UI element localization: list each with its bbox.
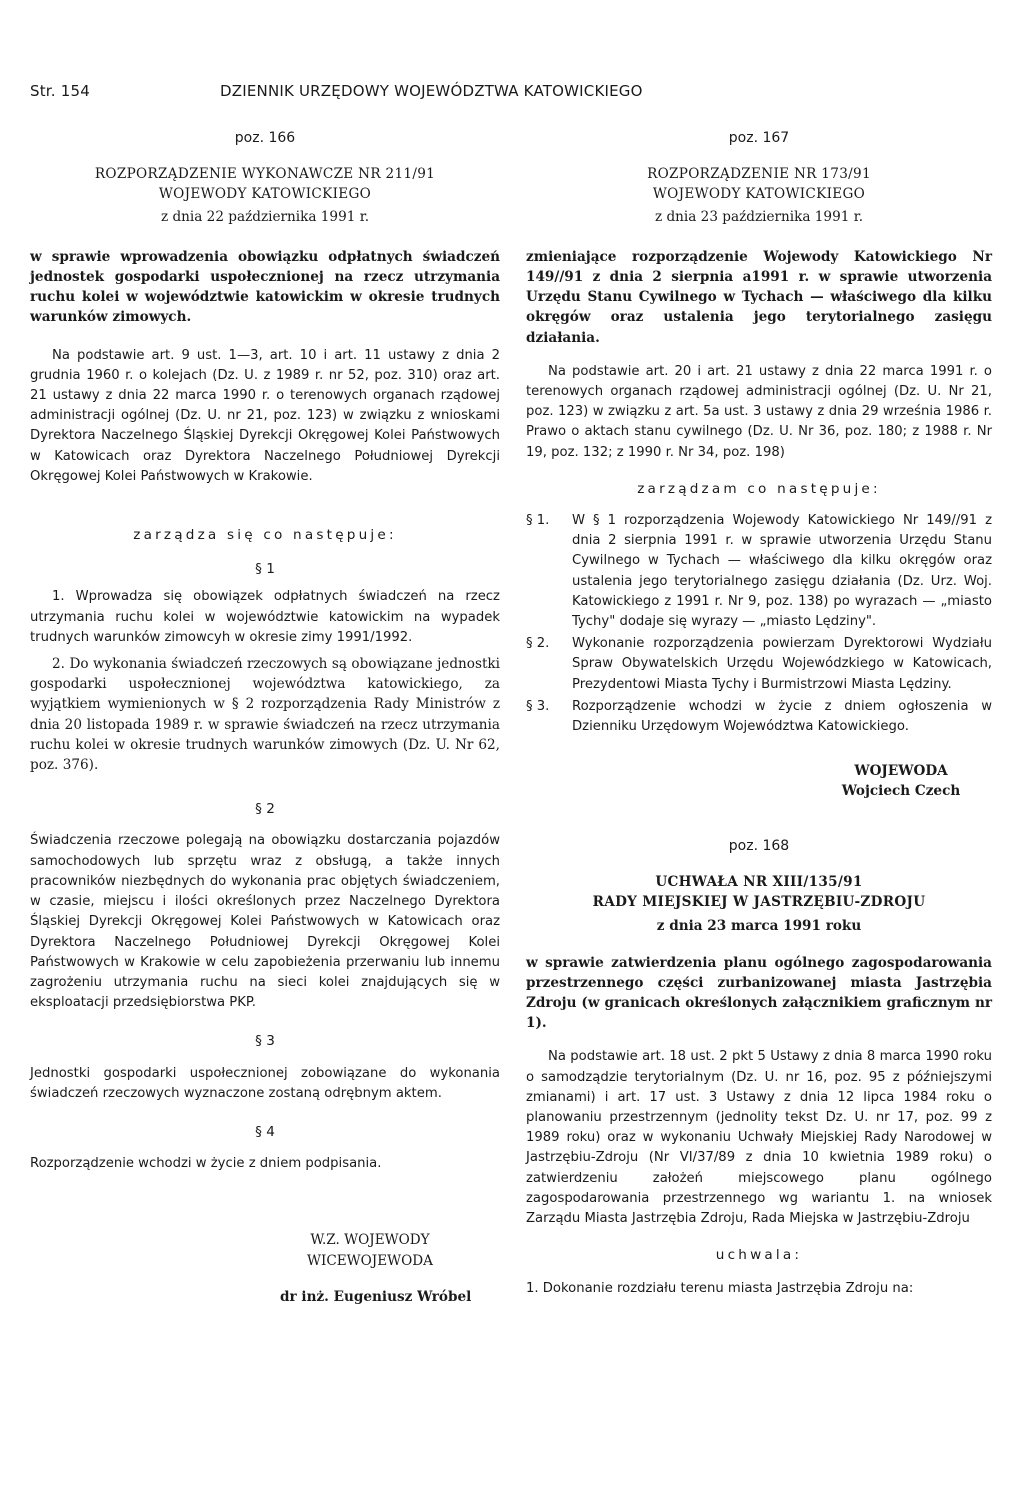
section-1-item	[526, 511, 992, 632]
signature-title: WOJEWODA	[854, 763, 948, 780]
section-3-item	[526, 697, 992, 737]
section-2-heading: § 2	[255, 801, 275, 818]
section-3-heading: § 3	[255, 1033, 275, 1050]
paragraph-number: 1.	[52, 589, 65, 605]
position-number: poz. 166	[234, 130, 296, 146]
signature-block	[816, 761, 986, 801]
item-number: § 3.	[526, 698, 550, 714]
paragraph-number: 2.	[52, 656, 65, 673]
position-number: poz. 167	[728, 130, 790, 146]
section-1-paragraph-1	[30, 587, 500, 648]
legal-basis: Na podstawie art. 9 ust. 1—3, art. 10 i art. 11 ustawy z dnia 2 grudnia 1960 r. o kolejach (Dz. U. z 1989 r. nr 52, poz. 310) oraz art. 21 ustawy z dnia 22 marca 1990 r. o terenowych organach rządowej administracji ogólnej (Dz. U. nr 21, poz. 123) w związku z wnioskami Dyrektora Naczelnego Śląskiej Dyrekcji Okręgowej Kolei Państwowych w Katowicach oraz Dyrektora Naczelnego Południowej Dyrekcji Okręgowej Kolei Państwowych w Krakowie.	[30, 347, 500, 484]
resolution-legal-basis: Na podstawie art. 18 ust. 2 pkt 5 Ustawy z dnia 8 marca 1990 roku o samodządzie terytorialnym (Dz. U. nr 16, poz. 95 z późniejszymi zmianami) i art. 17 ust. 3 Ustawy z dnia 12 lipca 1984 roku o planowaniu przestrzennym (jednolity tekst Dz. U. nr 17, poz. 99 z 1989 roku) oraz w wykonaniu Uchwały Miejskiej Rady Narodowej w Jastrzębiu-Zdroju (Nr VI/37/89 z dnia 10 kwietnia 1989 roku) o zatwierdzeniu założeń miejscowego planu ogólnego zagospodarowania przestrzennego wg wariantu 1. na wniosek Zarządu Miasta Jastrzębia Zdroju, Rada Miejska w Jastrzębiu-Zdroju	[526, 1049, 992, 1226]
section-4-text: Rozporządzenie wchodzi w życie z dniem podpisania.	[30, 1156, 382, 1172]
item-number: § 2.	[526, 636, 550, 652]
item-number: § 1.	[526, 513, 550, 529]
decree-formula: zarządza się co następuje:	[133, 527, 397, 544]
item-text: W § 1 rozporządzenia Wojewody Katowickiego Nr 149//91 z dnia 2 sierpnia 1991 r. w sprawie utworzenia Urzędu Stanu Cywilnego w Tychach — właściwego dla kilku okręgów oraz ustalenia jego terytorialnego zasięgu działania (Dz. Urz. Woj. Katowickiego z 1991 r. Nr 9, poz. 138) po wyrazach — „miasto Tychy" dodaje się wyrazy — „miasto Lędziny".	[572, 513, 992, 630]
decree-formula: zarządzam co następuje:	[637, 480, 881, 497]
signatory-name: dr inż. Eugeniusz Wróbel	[280, 1288, 472, 1305]
document-title-authority: WOJEWODY KATOWICKIEGO	[158, 186, 372, 203]
section-1-paragraph-2	[30, 654, 500, 775]
item-text: Rozporządzenie wchodzi w życie z dniem ogłoszenia w Dzienniku Urzędowym Województwa Katowickiego.	[572, 698, 992, 735]
section-2-text: Świadczenia rzeczowe polegają na obowiązku dostarczania pojazdów samochodowych lub sprzętu wraz z obsługą, a także innych pracowników niezbędnych do wykonania prac objętych świadczeniem, w czasie, miejscu i ilości określonych przez Naczelnego Dyrektora Śląskiej Dyrekcji Okręgowej Kolei Państwowych w Katowicach oraz Dyrektora Naczelnego Południowej Dyrekcji Okręgowej Kolei Państwowych w Krakowie w celu zapobieżenia przerwaniu lub innemu zagrożeniu utrzymania ruchu na sieci kolei znajdujących się w eksploatacji przedsiębiorstwa PKP.	[30, 833, 500, 1011]
page-number: Str. 154	[30, 82, 90, 100]
section-3-text: Jednostki gospodarki uspołecznionej zobowiązane do wykonania świadczeń rzeczowych wyznaczone zostaną odrębnym aktem.	[30, 1065, 500, 1101]
journal-title: DZIENNIK URZĘDOWY WOJEWÓDZTWA KATOWICKIEGO	[220, 82, 643, 100]
document-title: ROZPORZĄDZENIE WYKONAWCZE NR 211/91	[94, 166, 436, 183]
document-date: z dnia 23 października 1991 r.	[654, 208, 864, 225]
resolution-subject: w sprawie zatwierdzenia planu ogólnego zagospodarowania przestrzennego części zurbanizowanej miasta Jastrzębia Zdroju (w granicach określonych załącznikiem graficznym nr 1).	[526, 954, 992, 1032]
signature-block	[280, 1230, 472, 1307]
paragraph-text: Do wykonania świadczeń rzeczowych są obowiązane jednostki gospodarki uspołecznionej województwa katowickiego, za wyjątkiem wymienionych w § 2 rozporządzenia Rady Ministrów z dnia 20 listopada 1989 r. w sprawie świadczeń na rzecz utrzymania ruchu kolei w okresie trudnych warunków zimowych (Dz. U. Nr 62, poz. 376).	[30, 656, 500, 774]
document-title-authority: WOJEWODY KATOWICKIEGO	[652, 186, 866, 203]
resolution-date: z dnia 23 marca 1991 roku	[656, 918, 862, 935]
signature-line-1: W.Z. WOJEWODY	[310, 1232, 430, 1249]
resolution-decree: uchwala:	[715, 1247, 803, 1264]
right-column	[526, 128, 992, 1300]
section-2-item	[526, 634, 992, 695]
signatory-name: Wojciech Czech	[841, 783, 961, 800]
signature-line-2: WICEWOJEWODA	[307, 1252, 433, 1269]
legal-basis: Na podstawie art. 20 i art. 21 ustawy z dnia 22 marca 1991 r. o terenowych organach rządowej administracji ogólnej (Dz. U. Nr 21, poz. 123) w związku z art. 5a ust. 3 ustawy z dnia 29 września 1986 r. Prawo o aktach stanu cywilnego (Dz. U. Nr 36, poz. 180; z 1988 r. Nr 19, poz. 132; z 1990 r. Nr 34, poz. 198)	[526, 363, 992, 460]
item-text: Wykonanie rozporządzenia powierzam Dyrektorowi Wydziału Spraw Obywatelskich Urzędu Wojewódzkiego w Katowicach, Prezydentowi Miasta Tychy i Burmistrzowi Miasta Lędziny.	[572, 636, 992, 692]
document-date: z dnia 22 października 1991 r.	[160, 208, 370, 225]
resolution-title: UCHWAŁA NR XIII/135/91	[655, 873, 863, 890]
document-subject: zmieniające rozporządzenie Wojewody Katowickiego Nr 149//91 z dnia 2 sierpnia a1991 r. w sprawie utworzenia Urzędu Stanu Cywilnego w Tychach — właściwego dla kilku okręgów oraz ustalenia jego terytorialnego zasięgu działania.	[526, 248, 992, 346]
document-subject: w sprawie wprowadzenia obowiązku odpłatnych świadczeń jednostek gospodarki uspołecznionej na rzecz utrzymania ruchu kolei w województwie katowickim w okresie trudnych warunków zimowych.	[30, 248, 500, 326]
position-number-2: poz. 168	[728, 837, 790, 854]
paragraph-text: Wprowadza się obowiązek odpłatnych świadczeń na rzecz utrzymania ruchu kolei w województwie katowickim na wypadek trudnych warunków zimowcyh w okresie zimy 1991/1992.	[30, 589, 500, 645]
document-title: ROZPORZĄDZENIE NR 173/91	[647, 166, 871, 183]
left-column	[30, 128, 500, 1307]
resolution-item-1: 1. Dokonanie rozdziału terenu miasta Jastrzębia Zdroju na:	[526, 1281, 914, 1297]
section-4-heading: § 4	[255, 1123, 275, 1140]
section-1-heading: § 1	[255, 561, 275, 578]
resolution-authority: RADY MIEJSKIEJ W JASTRZĘBIU-ZDROJU	[592, 894, 926, 911]
